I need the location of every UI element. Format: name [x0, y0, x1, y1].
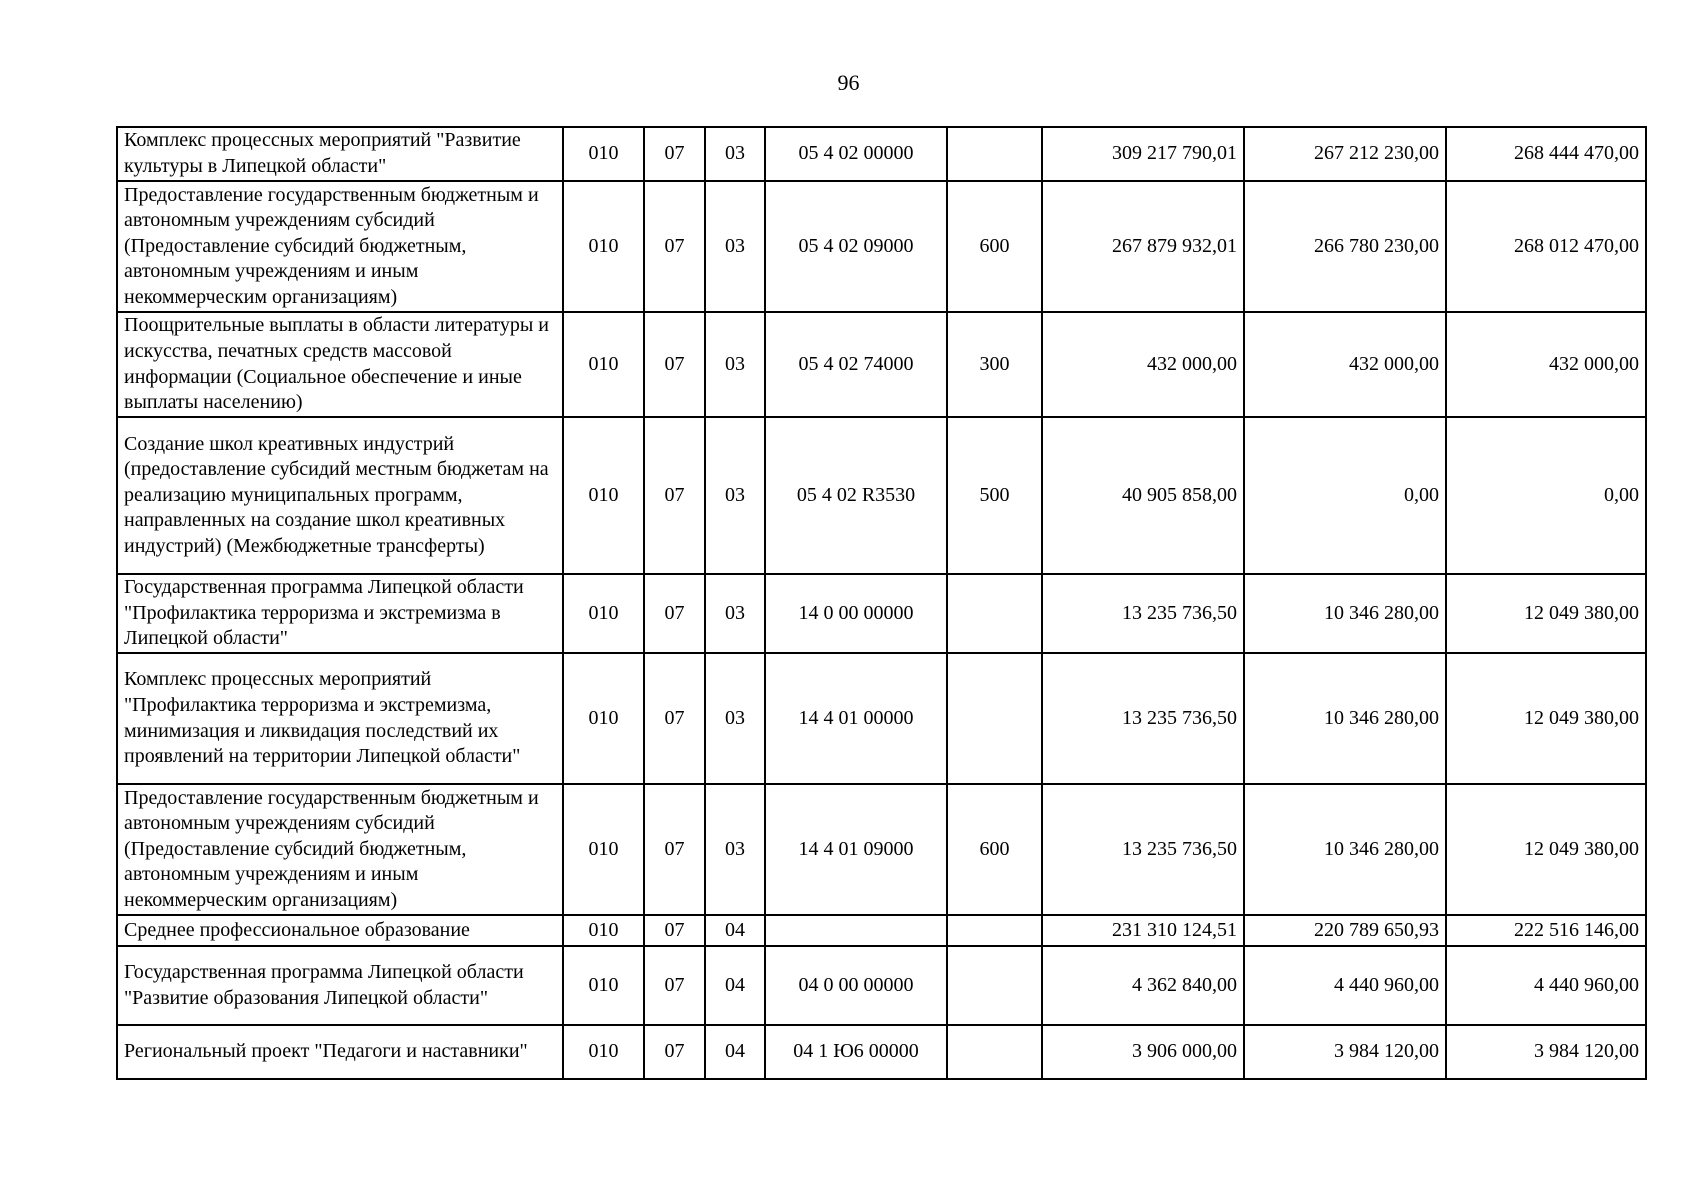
amount-year-2: 10 346 280,00 — [1244, 653, 1446, 784]
ministry-code: 010 — [563, 784, 644, 915]
target-article-code: 04 1 Ю6 00000 — [765, 1025, 947, 1079]
expense-type-code — [947, 653, 1042, 784]
subsection-code: 03 — [705, 181, 765, 312]
amount-year-1: 13 235 736,50 — [1042, 653, 1244, 784]
amount-year-2: 267 212 230,00 — [1244, 127, 1446, 181]
target-article-code — [765, 915, 947, 946]
subsection-code: 03 — [705, 784, 765, 915]
table-row — [117, 312, 1646, 417]
amount-year-3: 12 049 380,00 — [1446, 653, 1646, 784]
ministry-code: 010 — [563, 181, 644, 312]
section-code: 07 — [644, 1025, 705, 1079]
target-article-code: 05 4 02 74000 — [765, 312, 947, 417]
amount-year-3: 222 516 146,00 — [1446, 915, 1646, 946]
amount-year-3: 4 440 960,00 — [1446, 946, 1646, 1025]
section-code: 07 — [644, 946, 705, 1025]
amount-year-2: 432 000,00 — [1244, 312, 1446, 417]
section-code: 07 — [644, 181, 705, 312]
amount-year-1: 40 905 858,00 — [1042, 417, 1244, 574]
subsection-code: 04 — [705, 946, 765, 1025]
target-article-code: 04 0 00 00000 — [765, 946, 947, 1025]
section-code: 07 — [644, 417, 705, 574]
subsection-code: 03 — [705, 574, 765, 653]
page-number: 96 — [837, 70, 860, 95]
table-row — [117, 574, 1646, 653]
row-name: Государственная программа Липецкой области "Развитие образования Липецкой области" — [117, 946, 563, 1025]
row-name: Среднее профессиональное образование — [117, 915, 563, 946]
table-row — [117, 181, 1646, 312]
amount-year-3: 268 012 470,00 — [1446, 181, 1646, 312]
amount-year-3: 12 049 380,00 — [1446, 574, 1646, 653]
subsection-code: 03 — [705, 312, 765, 417]
amount-year-3: 3 984 120,00 — [1446, 1025, 1646, 1079]
table-row — [117, 1025, 1646, 1079]
ministry-code: 010 — [563, 946, 644, 1025]
row-name: Государственная программа Липецкой области "Профилактика терроризма и экстремизма в Липецкой области" — [117, 574, 563, 653]
section-code: 07 — [644, 653, 705, 784]
expense-type-code — [947, 1025, 1042, 1079]
row-name: Предоставление государственным бюджетным и автономным учреждениям субсидий (Предоставление субсидий бюджетным, автономным учреждениям и иным некоммерческим организациям) — [117, 784, 563, 915]
subsection-code: 03 — [705, 417, 765, 574]
ministry-code: 010 — [563, 127, 644, 181]
amount-year-1: 13 235 736,50 — [1042, 574, 1244, 653]
expense-type-code — [947, 946, 1042, 1025]
table-row — [117, 127, 1646, 181]
amount-year-3: 268 444 470,00 — [1446, 127, 1646, 181]
row-name: Региональный проект "Педагоги и наставники" — [117, 1025, 563, 1079]
amount-year-1: 4 362 840,00 — [1042, 946, 1244, 1025]
amount-year-1: 309 217 790,01 — [1042, 127, 1244, 181]
target-article-code: 05 4 02 R3530 — [765, 417, 947, 574]
amount-year-2: 10 346 280,00 — [1244, 784, 1446, 915]
ministry-code: 010 — [563, 1025, 644, 1079]
section-code: 07 — [644, 574, 705, 653]
row-name: Поощрительные выплаты в области литературы и искусства, печатных средств массовой информации (Социальное обеспечение и иные выплаты населению) — [117, 312, 563, 417]
subsection-code: 03 — [705, 127, 765, 181]
amount-year-3: 432 000,00 — [1446, 312, 1646, 417]
section-code: 07 — [644, 784, 705, 915]
table-row — [117, 653, 1646, 784]
expense-type-code — [947, 127, 1042, 181]
table-row — [117, 946, 1646, 1025]
ministry-code: 010 — [563, 417, 644, 574]
budget-table — [116, 126, 1647, 1080]
expense-type-code: 500 — [947, 417, 1042, 574]
amount-year-2: 4 440 960,00 — [1244, 946, 1446, 1025]
expense-type-code — [947, 574, 1042, 653]
ministry-code: 010 — [563, 915, 644, 946]
section-code: 07 — [644, 915, 705, 946]
amount-year-1: 432 000,00 — [1042, 312, 1244, 417]
table-row — [117, 784, 1646, 915]
amount-year-1: 231 310 124,51 — [1042, 915, 1244, 946]
amount-year-3: 0,00 — [1446, 417, 1646, 574]
amount-year-2: 220 789 650,93 — [1244, 915, 1446, 946]
amount-year-3: 12 049 380,00 — [1446, 784, 1646, 915]
expense-type-code: 600 — [947, 181, 1042, 312]
amount-year-1: 267 879 932,01 — [1042, 181, 1244, 312]
subsection-code: 04 — [705, 1025, 765, 1079]
expense-type-code — [947, 915, 1042, 946]
ministry-code: 010 — [563, 312, 644, 417]
table-row — [117, 915, 1646, 946]
row-name: Создание школ креативных индустрий (предоставление субсидий местным бюджетам на реализацию муниципальных программ, направленных на создание школ креативных индустрий) (Межбюджетные трансферты) — [117, 417, 563, 574]
target-article-code: 14 4 01 09000 — [765, 784, 947, 915]
target-article-code: 05 4 02 00000 — [765, 127, 947, 181]
table-row — [117, 417, 1646, 574]
ministry-code: 010 — [563, 653, 644, 784]
row-name: Предоставление государственным бюджетным и автономным учреждениям субсидий (Предоставление субсидий бюджетным, автономным учреждениям и иным некоммерческим организациям) — [117, 181, 563, 312]
amount-year-1: 3 906 000,00 — [1042, 1025, 1244, 1079]
section-code: 07 — [644, 312, 705, 417]
row-name: Комплекс процессных мероприятий "Профилактика терроризма и экстремизма, минимизация и ликвидация последствий их проявлений на территории Липецкой области" — [117, 653, 563, 784]
amount-year-2: 10 346 280,00 — [1244, 574, 1446, 653]
target-article-code: 14 4 01 00000 — [765, 653, 947, 784]
amount-year-1: 13 235 736,50 — [1042, 784, 1244, 915]
target-article-code: 05 4 02 09000 — [765, 181, 947, 312]
expense-type-code: 600 — [947, 784, 1042, 915]
subsection-code: 03 — [705, 653, 765, 784]
amount-year-2: 266 780 230,00 — [1244, 181, 1446, 312]
section-code: 07 — [644, 127, 705, 181]
amount-year-2: 0,00 — [1244, 417, 1446, 574]
subsection-code: 04 — [705, 915, 765, 946]
expense-type-code: 300 — [947, 312, 1042, 417]
amount-year-2: 3 984 120,00 — [1244, 1025, 1446, 1079]
target-article-code: 14 0 00 00000 — [765, 574, 947, 653]
row-name: Комплекс процессных мероприятий "Развитие культуры в Липецкой области" — [117, 127, 563, 181]
ministry-code: 010 — [563, 574, 644, 653]
